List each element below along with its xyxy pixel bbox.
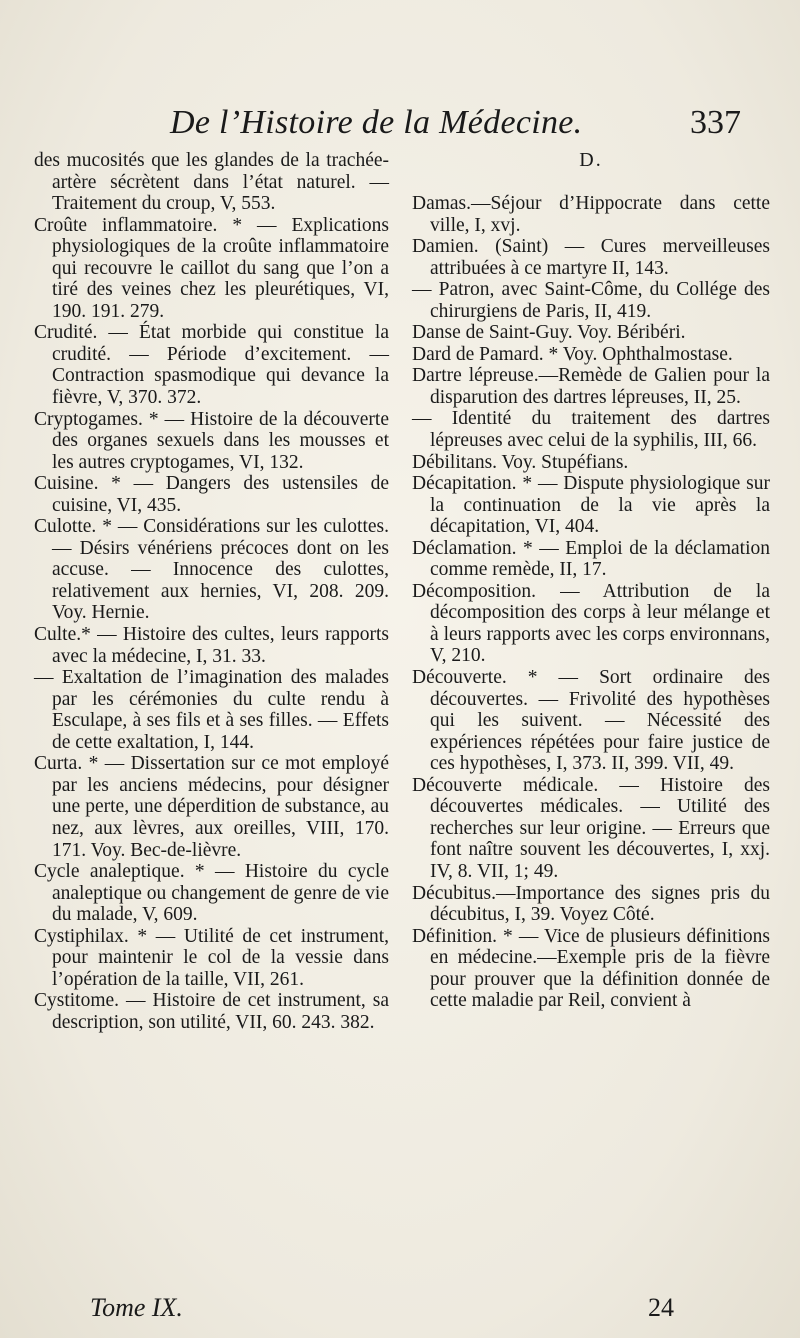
sheet-number: 24 — [648, 1293, 674, 1322]
index-entry: — Patron, avec Saint-Côme, du Collége des chirurgiens de Paris, II, 419. — [412, 279, 770, 322]
index-entry: Cryptogames. * — Histoire de la découverte des organes sexuels dans les mousses et les autres cryptogames, VI, 132. — [34, 408, 389, 473]
index-entry: Décapitation. * — Dispute physiologique sur la continuation de la vie après la décapitation, VI, 404. — [412, 473, 770, 538]
index-entry: Décomposition. — Attribution de la décomposition des corps à leur mélange et à leurs rapports avec les corps environnans, V, 210. — [412, 580, 770, 667]
index-entry: Dard de Pamard. * Voy. Ophthalmostase. — [412, 343, 733, 365]
index-entry: — Identité du traitement des dartres lépreuses avec celui de la syphilis, III, 66. — [412, 408, 770, 452]
page-number: 337 — [690, 104, 741, 141]
index-entry: Déclamation. * — Emploi de la déclamation comme remède, II, 17. — [412, 537, 770, 581]
left-column — [34, 150, 389, 1033]
index-entry: Dartre lépreuse.—Remède de Galien pour la disparution des dartres lépreuses, II, 25. — [412, 365, 770, 408]
index-entry: Cystiphilax. * — Utilité de cet instrument, pour maintenir le col de la vessie dans l’opération de la taille, VII, 261. — [34, 925, 389, 990]
running-title: De l’Histoire de la Médecine. — [170, 104, 583, 141]
index-entry: Cycle analeptique. * — Histoire du cycle analeptique ou changement de genre de vie du malade, V, 609. — [34, 861, 389, 926]
index-entry: Découverte. * — Sort ordinaire des découvertes. — Frivolité des hypothèses qui les suivent. — Nécessité des expériences répétées pour faire justice de ces hypothèses, I, 373. II, 399. VII, 49. — [412, 667, 770, 775]
index-entry: — Exaltation de l’imagination des malades par les cérémonies du culte rendu à Esculape, à ses fils et à ses filles. — Effets de cette exaltation, I, 144. — [34, 667, 389, 753]
index-entry: des mucosités que les glandes de la trachée-artère sécrètent dans l’état naturel. — Traitement du croup, V, 553. — [34, 150, 389, 215]
index-entry: Culotte. * — Considérations sur les culottes. — Désirs vénériens précoces dont on les accuse. — Innocence des culottes, relativement aux hernies, VI, 208. 209. Voy. Hernie. — [34, 516, 389, 624]
index-entry: Curta. * — Dissertation sur ce mot employé par les anciens médecins, pour désigner une perte, une déperdition de substance, au nez, aux lèvres, aux oreilles, VIII, 170. 171. Voy. Bec-de-lièvre. — [34, 753, 389, 861]
index-entry: Découverte médicale. — Histoire des découvertes médicales. — Utilité des recherches sur leur origine. — Erreurs que font naître souvent les découvertes, I, xxj. IV, 8. VII, 1; 49. — [412, 774, 770, 882]
right-column — [412, 150, 770, 1012]
section-letter: D. — [579, 149, 603, 171]
index-entry: Cuisine. * — Dangers des ustensiles de cuisine, VI, 435. — [34, 473, 389, 516]
index-entry: Débilitans. Voy. Stupéfians. — [412, 451, 629, 473]
index-entry: Croûte inflammatoire. * — Explications physiologiques de la croûte inflammatoire qui recouvre le caillot du sang que l’on a tiré des veines chez les pleurétiques, VI, 190. 191. 279. — [34, 214, 389, 322]
index-entry: Décubitus.—Importance des signes pris du décubitus, I, 39. Voyez Côté. — [412, 882, 770, 926]
signature-mark: Tome IX. — [90, 1293, 183, 1322]
index-entry: Culte.* — Histoire des cultes, leurs rapports avec la médecine, I, 31. 33. — [34, 624, 389, 667]
index-entry: Danse de Saint-Guy. Voy. Béribéri. — [412, 322, 686, 344]
index-entry: Damas.—Séjour d’Hippocrate dans cette ville, I, xvj. — [412, 193, 770, 236]
index-entry: Cystitome. — Histoire de cet instrument, sa description, son utilité, VII, 60. 243. 382. — [34, 990, 389, 1033]
index-entry: Définition. * — Vice de plusieurs définitions en médecine.—Exemple pris de la fièvre pour prouver que la définition donnée de cette maladie par Reil, convient à — [412, 925, 770, 1012]
index-entry: Damien. (Saint) — Cures merveilleuses attribuées à ce martyre II, 143. — [412, 236, 770, 279]
index-entry: Crudité. — État morbide qui constitue la crudité. — Période d’excitement. — Contraction spasmodique qui devance la fièvre, V, 370. 372. — [34, 322, 389, 409]
